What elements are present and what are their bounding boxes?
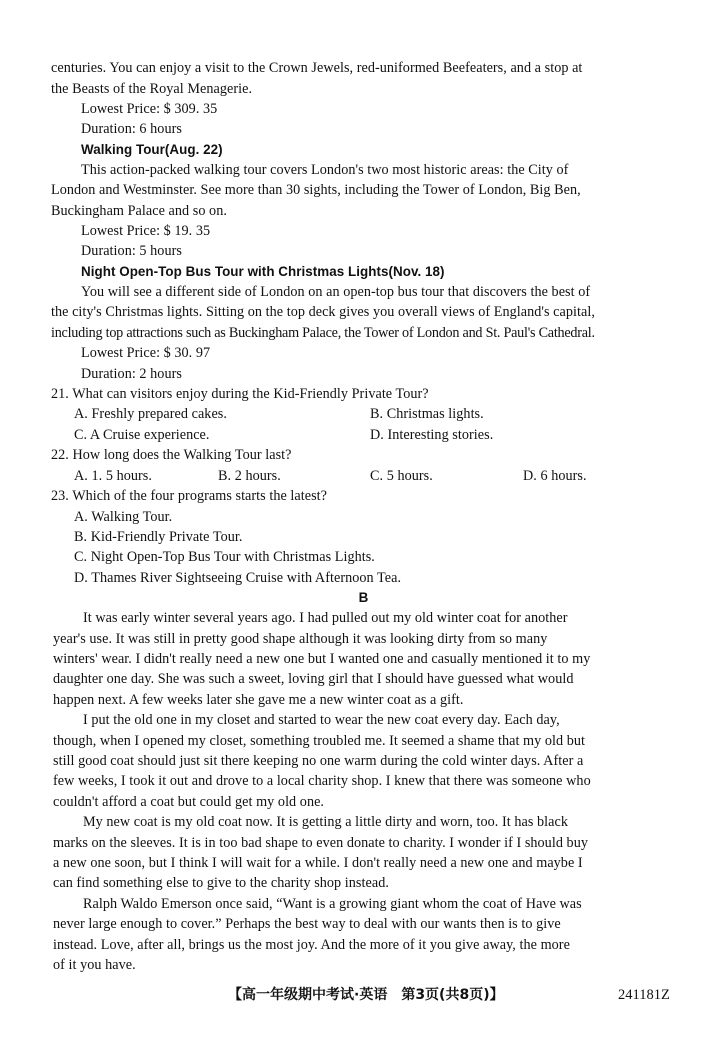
- passage-b-line-1: It was early winter several years ago. I had pulled out my old winter coat for another: [83, 610, 568, 626]
- passage-b-line-12: marks on the sleeves. It is in too bad shape to even donate to charity. I wonder if I should buy: [53, 835, 588, 851]
- passage-b-line-2: year's use. It was still in pretty good shape although it was looking dirty from so many: [53, 631, 548, 647]
- intro-line-2: the Beasts of the Royal Menagerie.: [51, 81, 253, 97]
- passage-b-line-3: winters' wear. I didn't really need a new one but I wanted one and casually mentioned it to my: [53, 651, 591, 667]
- question-22-option-c: C. 5 hours.: [370, 468, 433, 484]
- passage-b-line-4: daughter one day. She was such a sweet, loving girl that I should have guessed what would: [53, 671, 574, 687]
- question-22-option-b: B. 2 hours.: [218, 468, 281, 484]
- question-21-option-a: A. Freshly prepared cakes.: [74, 406, 227, 422]
- question-21-stem: 21. What can visitors enjoy during the Kid-Friendly Private Tour?: [51, 386, 429, 402]
- question-23-stem: 23. Which of the four programs starts the latest?: [51, 488, 328, 504]
- question-23-option-c: C. Night Open-Top Bus Tour with Christmas Lights.: [74, 549, 375, 565]
- intro-duration: Duration: 6 hours: [81, 121, 182, 137]
- passage-b-line-11: My new coat is my old coat now. It is getting a little dirty and worn, too. It has black: [83, 814, 568, 830]
- question-21-option-b: B. Christmas lights.: [370, 406, 484, 422]
- bus-tour-duration: Duration: 2 hours: [81, 366, 182, 382]
- walking-tour-duration: Duration: 5 hours: [81, 243, 182, 259]
- question-22-option-d: D. 6 hours.: [523, 468, 587, 484]
- question-23-option-a: A. Walking Tour.: [74, 509, 173, 525]
- passage-b-line-17: instead. Love, after all, brings us the most joy. And the more of it you give away, the more: [53, 937, 570, 953]
- passage-b-line-8: still good coat should just sit there keeping no one warm during the cold winter days. After a: [53, 753, 584, 769]
- question-22-stem: 22. How long does the Walking Tour last?: [51, 447, 292, 463]
- passage-b-line-7: though, when I opened my closet, something troubled me. It seemed a shame that my old but: [53, 733, 586, 749]
- bus-tour-line-3: including top attractions such as Buckingham Palace, the Tower of London and St. Paul's Cathedral.: [51, 325, 595, 341]
- passage-b-line-13: a new one soon, but I think I will wait for a while. I don't really need a new one and maybe I: [53, 855, 583, 871]
- question-22-option-a: A. 1. 5 hours.: [74, 468, 152, 484]
- footer-exam-title: 【高一年级期中考试·英语 第3页(共8页)】: [228, 987, 504, 1003]
- question-21-option-d: D. Interesting stories.: [370, 427, 494, 443]
- question-21-option-c: C. A Cruise experience.: [74, 427, 210, 443]
- passage-b-line-18: of it you have.: [53, 957, 136, 973]
- walking-tour-line-3: Buckingham Palace and so on.: [51, 203, 227, 219]
- passage-b-line-16: never large enough to cover.” Perhaps the best way to deal with our wants then is to give: [53, 916, 561, 932]
- passage-b-line-5: happen next. A few weeks later she gave me a new winter coat as a gift.: [53, 692, 464, 708]
- bus-tour-line-2: the city's Christmas lights. Sitting on the top deck gives you overall views of England's capital,: [51, 304, 595, 320]
- footer-exam-code: 241181Z: [618, 987, 670, 1003]
- bus-tour-heading: Night Open-Top Bus Tour with Christmas Lights(Nov. 18): [81, 264, 445, 279]
- passage-b-line-6: I put the old one in my closet and started to wear the new coat every day. Each day,: [83, 712, 560, 728]
- question-23-option-d: D. Thames River Sightseeing Cruise with Afternoon Tea.: [74, 570, 402, 586]
- section-b-label: B: [358, 590, 369, 605]
- bus-tour-line-1: You will see a different side of London on an open-top bus tour that discovers the best of: [81, 284, 591, 300]
- walking-tour-heading: Walking Tour(Aug. 22): [81, 142, 223, 157]
- passage-b-line-15: Ralph Waldo Emerson once said, “Want is a growing giant whom the coat of Have was: [83, 896, 582, 912]
- bus-tour-price: Lowest Price: $ 30. 97: [81, 345, 211, 361]
- passage-b-line-10: couldn't afford a coat but could get my old one.: [53, 794, 325, 810]
- passage-b-line-9: few weeks, I took it out and drove to a local charity shop. I knew that there was someone who: [53, 773, 591, 789]
- intro-line-1: centuries. You can enjoy a visit to the Crown Jewels, red-uniformed Beefeaters, and a stop at: [51, 60, 583, 76]
- intro-price: Lowest Price: $ 309. 35: [81, 101, 218, 117]
- walking-tour-price: Lowest Price: $ 19. 35: [81, 223, 211, 239]
- question-23-option-b: B. Kid-Friendly Private Tour.: [74, 529, 243, 545]
- walking-tour-line-1: This action-packed walking tour covers London's two most historic areas: the City of: [81, 162, 569, 178]
- passage-b-line-14: can find something else to give to the charity shop instead.: [53, 875, 389, 891]
- walking-tour-line-2: London and Westminster. See more than 30 sights, including the Tower of London, Big Ben,: [51, 182, 581, 198]
